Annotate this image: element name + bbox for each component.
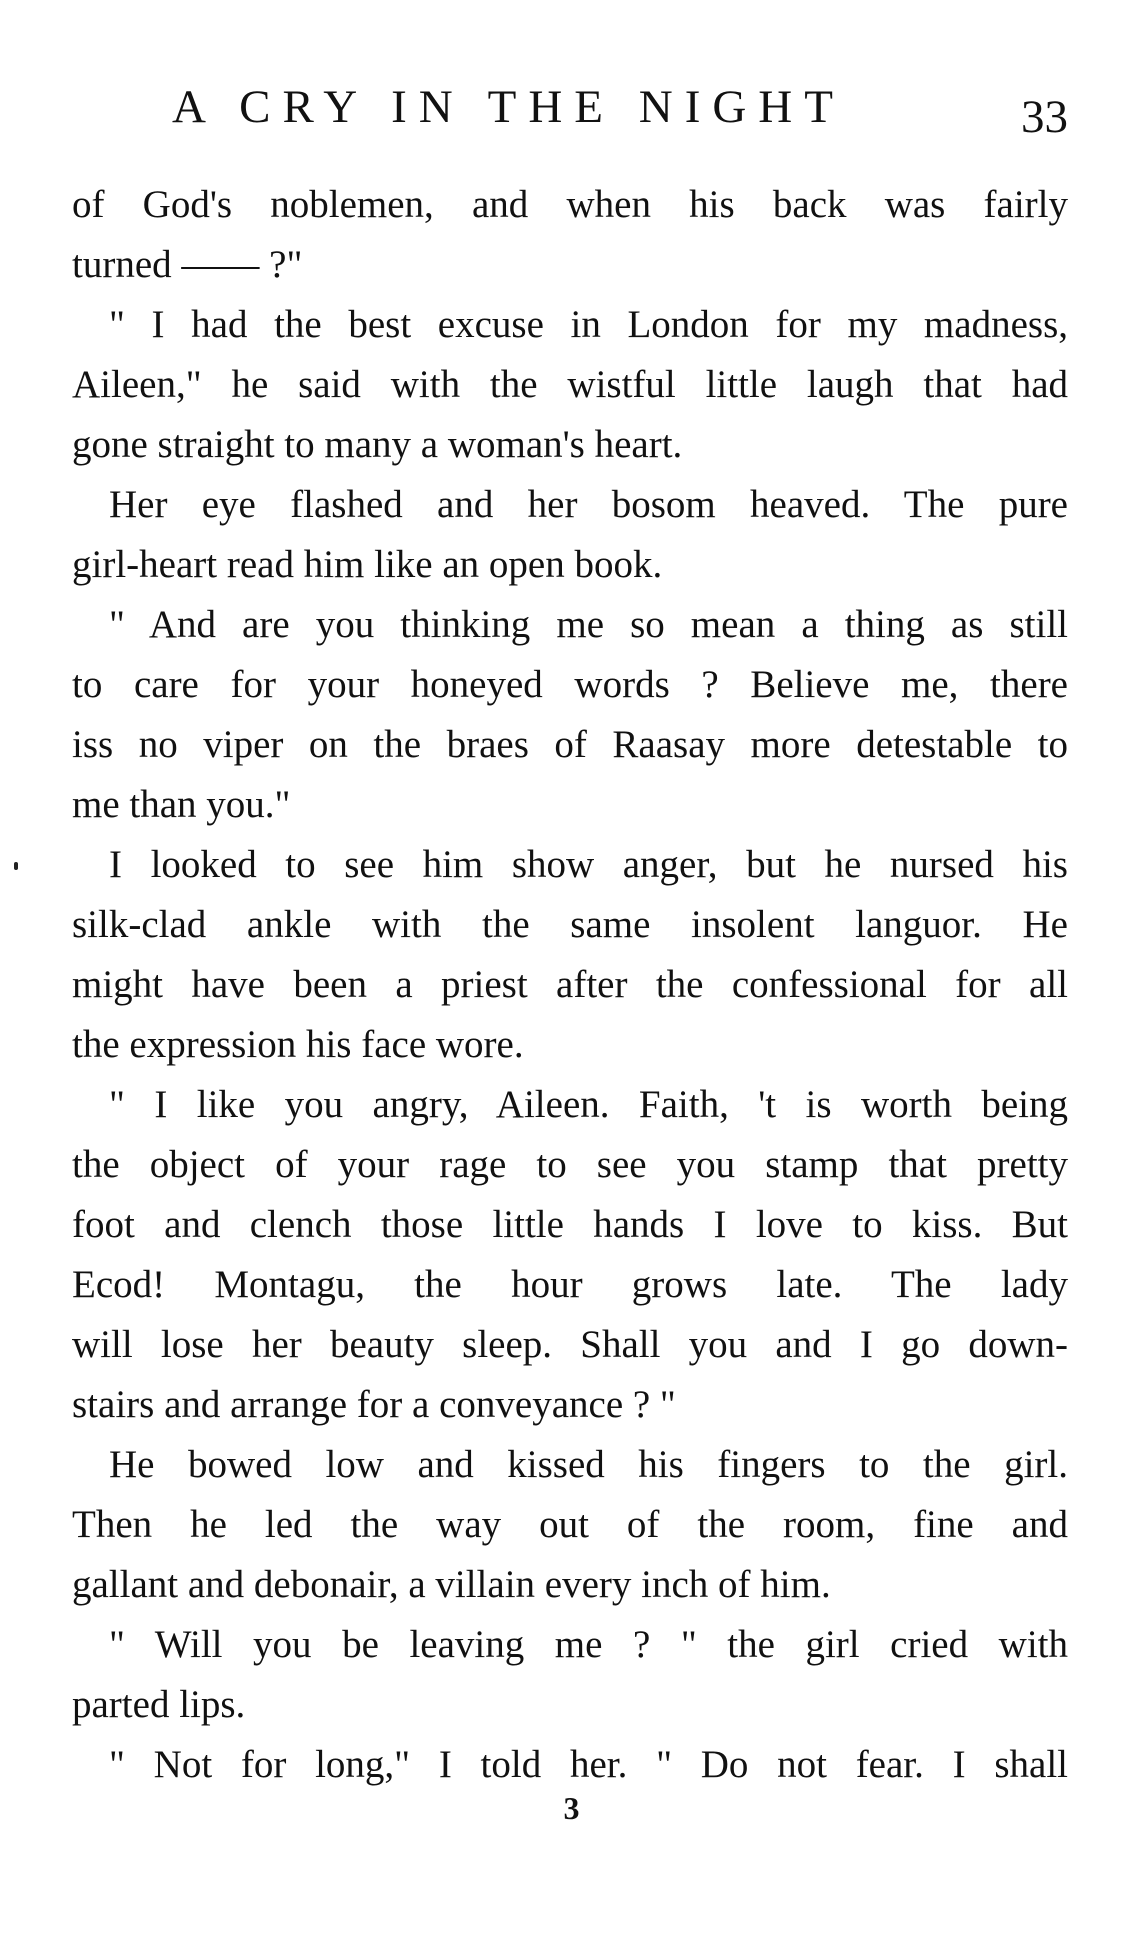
text-line: to care for your honeyed words ? Believe me, there: [72, 663, 1068, 706]
text-line: foot and clench those little hands I love to kiss. But: [72, 1203, 1068, 1246]
running-title: A CRY IN THE NIGHT: [172, 81, 845, 133]
text-line: iss no viper on the braes of Raasay more detestable to: [72, 723, 1068, 766]
text-line: stairs and arrange for a conveyance ? ": [72, 1383, 676, 1426]
text-line: Aileen," he said with the wistful little laugh that had: [72, 363, 1068, 406]
text-line: He bowed low and kissed his fingers to the girl.: [109, 1443, 1068, 1486]
text-line: I looked to see him show anger, but he nursed his: [109, 843, 1068, 886]
text-line: Ecod! Montagu, the hour grows late. The lady: [72, 1263, 1068, 1306]
running-head: [72, 80, 1068, 143]
text-line: silk-clad ankle with the same insolent languor. He: [72, 903, 1068, 946]
body-text: [72, 175, 1068, 1795]
text-line: me than you.": [72, 783, 291, 826]
text-line: the expression his face wore.: [72, 1023, 524, 1066]
signature-mark: 3: [563, 1790, 580, 1826]
text-line: gallant and debonair, a villain every inch of him.: [72, 1563, 831, 1606]
text-line: " And are you thinking me so mean a thing as still: [109, 603, 1068, 646]
text-line: Then he led the way out of the room, fine and: [72, 1503, 1068, 1546]
text-line: gone straight to many a woman's heart.: [72, 423, 683, 466]
text-line: " Will you be leaving me ? " the girl cried with: [109, 1623, 1068, 1666]
text-line: might have been a priest after the confessional for all: [72, 963, 1068, 1006]
text-line: turned —— ?": [72, 243, 303, 286]
print-speck: [14, 862, 18, 870]
text-line: of God's noblemen, and when his back was fairly: [72, 183, 1068, 226]
text-line: the object of your rage to see you stamp that pretty: [72, 1143, 1068, 1186]
text-line: " Not for long," I told her. " Do not fear. I shall: [109, 1743, 1068, 1786]
text-line: " I had the best excuse in London for my madness,: [109, 303, 1068, 346]
text-line: " I like you angry, Aileen. Faith, 't is worth being: [109, 1083, 1068, 1126]
text-line: will lose her beauty sleep. Shall you and I go down-: [72, 1323, 1068, 1366]
text-line: parted lips.: [72, 1683, 246, 1726]
text-line: girl-heart read him like an open book.: [72, 543, 663, 586]
page-number: 33: [1021, 91, 1068, 143]
text-line: Her eye flashed and her bosom heaved. The pure: [109, 483, 1068, 526]
